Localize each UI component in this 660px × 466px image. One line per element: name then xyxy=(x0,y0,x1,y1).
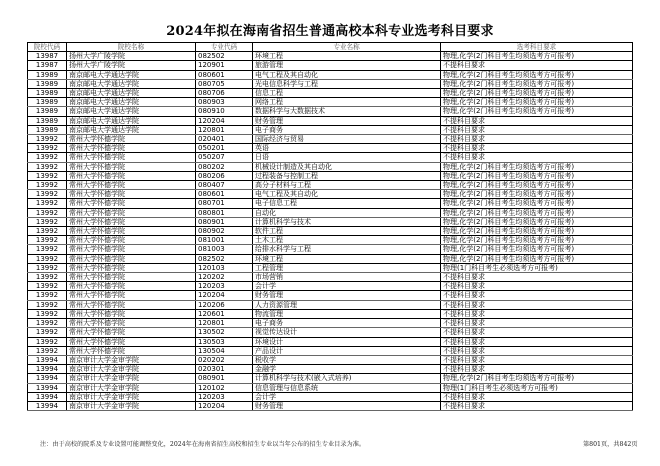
major-code-cell: 082502 xyxy=(196,52,253,61)
subject-requirement-cell: 不提科目要求 xyxy=(441,401,633,410)
table-header-row xyxy=(28,43,633,52)
school-code-cell: 13989 xyxy=(28,98,67,107)
table-row xyxy=(28,98,633,107)
school-name-cell: 南京邮电大学通达学院 xyxy=(67,79,196,88)
subject-requirement-cell: 物理,化学(2门科目考生均须选考方可报考) xyxy=(441,190,633,199)
major-code-cell: 120102 xyxy=(196,383,253,392)
table-row xyxy=(28,300,633,309)
subject-requirement-cell: 物理,化学(2门科目考生均须选考方可报考) xyxy=(441,181,633,190)
major-name-cell: 高分子材料与工程 xyxy=(253,181,441,190)
school-name-cell: 常州大学怀德学院 xyxy=(67,208,196,217)
table-row xyxy=(28,236,633,245)
school-code-cell: 13989 xyxy=(28,125,67,134)
school-code-cell: 13989 xyxy=(28,70,67,79)
table-row xyxy=(28,116,633,125)
school-name-cell: 常州大学怀德学院 xyxy=(67,273,196,282)
major-name-cell: 财务管理 xyxy=(253,291,441,300)
table-row xyxy=(28,217,633,226)
school-code-cell: 13989 xyxy=(28,116,67,125)
major-name-cell: 物流管理 xyxy=(253,309,441,318)
school-code-cell: 13992 xyxy=(28,135,67,144)
major-code-cell: 020401 xyxy=(196,135,253,144)
school-name-cell: 南京审计大学金审学院 xyxy=(67,365,196,374)
table-row xyxy=(28,374,633,383)
school-code-cell: 13992 xyxy=(28,153,67,162)
major-name-cell: 自动化 xyxy=(253,208,441,217)
subject-requirement-cell: 物理,化学(2门科目考生均须选考方可报考) xyxy=(441,217,633,226)
table-row xyxy=(28,401,633,410)
major-code-cell: 080910 xyxy=(196,107,253,116)
subject-requirement-cell: 物理,化学(2门科目考生均须选考方可报考) xyxy=(441,199,633,208)
table-row xyxy=(28,282,633,291)
school-code-cell: 13992 xyxy=(28,337,67,346)
major-code-cell: 080407 xyxy=(196,181,253,190)
table-row xyxy=(28,383,633,392)
major-code-cell: 120801 xyxy=(196,319,253,328)
table-row xyxy=(28,107,633,116)
table-row xyxy=(28,263,633,272)
major-name-cell: 信息管理与信息系统 xyxy=(253,383,441,392)
school-name-cell: 常州大学怀德学院 xyxy=(67,171,196,180)
major-code-cell: 120202 xyxy=(196,273,253,282)
table-row xyxy=(28,61,633,70)
school-code-cell: 13992 xyxy=(28,162,67,171)
major-code-cell: 120103 xyxy=(196,263,253,272)
school-name-cell: 南京审计大学金审学院 xyxy=(67,374,196,383)
major-name-cell: 视觉传达设计 xyxy=(253,328,441,337)
school-name-cell: 南京邮电大学通达学院 xyxy=(67,116,196,125)
school-name-cell: 南京邮电大学通达学院 xyxy=(67,70,196,79)
subject-requirement-cell: 不提科目要求 xyxy=(441,291,633,300)
school-name-cell: 常州大学怀德学院 xyxy=(67,328,196,337)
table-row xyxy=(28,291,633,300)
major-name-cell: 会计学 xyxy=(253,392,441,401)
major-name-cell: 给排水科学与工程 xyxy=(253,245,441,254)
major-name-cell: 电子商务 xyxy=(253,319,441,328)
school-name-cell: 南京审计大学金审学院 xyxy=(67,355,196,364)
major-name-cell: 旅游管理 xyxy=(253,61,441,70)
major-name-cell: 环境工程 xyxy=(253,254,441,263)
subject-requirement-cell: 物理(1门科目考生必须选考方可报考) xyxy=(441,263,633,272)
major-code-cell: 082502 xyxy=(196,254,253,263)
table-row xyxy=(28,162,633,171)
school-code-cell: 13994 xyxy=(28,365,67,374)
subject-requirement-cell: 不提科目要求 xyxy=(441,346,633,355)
major-name-cell: 产品设计 xyxy=(253,346,441,355)
school-code-cell: 13994 xyxy=(28,392,67,401)
table-row xyxy=(28,245,633,254)
table-row xyxy=(28,171,633,180)
major-name-cell: 网络工程 xyxy=(253,98,441,107)
school-code-cell: 13992 xyxy=(28,245,67,254)
major-name-cell: 财务管理 xyxy=(253,401,441,410)
school-code-cell: 13992 xyxy=(28,227,67,236)
major-code-cell: 080901 xyxy=(196,374,253,383)
subject-requirement-cell: 物理,化学(2门科目考生均须选考方可报考) xyxy=(441,52,633,61)
school-code-cell: 13992 xyxy=(28,309,67,318)
subject-requirement-cell: 物理,化学(2门科目考生均须选考方可报考) xyxy=(441,208,633,217)
school-name-cell: 南京邮电大学通达学院 xyxy=(67,107,196,116)
major-name-cell: 土木工程 xyxy=(253,236,441,245)
subject-requirement-cell: 物理,化学(2门科目考生均须选考方可报考) xyxy=(441,89,633,98)
school-code-cell: 13992 xyxy=(28,346,67,355)
header-major-code: 专业代码 xyxy=(196,43,253,52)
major-code-cell: 120204 xyxy=(196,116,253,125)
subject-requirement-cell: 物理,化学(2门科目考生均须选考方可报考) xyxy=(441,254,633,263)
major-code-cell: 050207 xyxy=(196,153,253,162)
major-code-cell: 130504 xyxy=(196,346,253,355)
school-code-cell: 13992 xyxy=(28,291,67,300)
major-name-cell: 工程管理 xyxy=(253,263,441,272)
major-code-cell: 130502 xyxy=(196,328,253,337)
school-code-cell: 13992 xyxy=(28,190,67,199)
major-code-cell: 081001 xyxy=(196,236,253,245)
school-code-cell: 13992 xyxy=(28,181,67,190)
subject-requirement-cell: 不提科目要求 xyxy=(441,153,633,162)
school-name-cell: 常州大学怀德学院 xyxy=(67,190,196,199)
subject-requirement-cell: 物理,化学(2门科目考生均须选考方可报考) xyxy=(441,236,633,245)
table-row xyxy=(28,190,633,199)
school-name-cell: 常州大学怀德学院 xyxy=(67,282,196,291)
major-code-cell: 080601 xyxy=(196,190,253,199)
table-row xyxy=(28,392,633,401)
school-code-cell: 13992 xyxy=(28,199,67,208)
major-name-cell: 计算机科学与技术 xyxy=(253,217,441,226)
major-code-cell: 081003 xyxy=(196,245,253,254)
table-row xyxy=(28,153,633,162)
major-name-cell: 会计学 xyxy=(253,282,441,291)
subject-requirement-cell: 不提科目要求 xyxy=(441,328,633,337)
major-code-cell: 080801 xyxy=(196,208,253,217)
table-row xyxy=(28,144,633,153)
major-name-cell: 电子信息工程 xyxy=(253,199,441,208)
subject-requirement-cell: 物理,化学(2门科目考生均须选考方可报考) xyxy=(441,171,633,180)
subject-requirement-cell: 不提科目要求 xyxy=(441,319,633,328)
major-code-cell: 080202 xyxy=(196,162,253,171)
major-code-cell: 080705 xyxy=(196,79,253,88)
table-row xyxy=(28,52,633,61)
subject-requirement-cell: 不提科目要求 xyxy=(441,144,633,153)
major-name-cell: 财务管理 xyxy=(253,116,441,125)
major-code-cell: 120206 xyxy=(196,300,253,309)
school-name-cell: 常州大学怀德学院 xyxy=(67,217,196,226)
school-name-cell: 常州大学怀德学院 xyxy=(67,135,196,144)
table-row xyxy=(28,273,633,282)
school-name-cell: 常州大学怀德学院 xyxy=(67,227,196,236)
major-name-cell: 市场营销 xyxy=(253,273,441,282)
school-code-cell: 13992 xyxy=(28,300,67,309)
subject-requirement-cell: 物理,化学(2门科目考生均须选考方可报考) xyxy=(441,162,633,171)
school-code-cell: 13992 xyxy=(28,254,67,263)
header-school-name: 院校名称 xyxy=(67,43,196,52)
major-name-cell: 信息工程 xyxy=(253,89,441,98)
subject-requirement-cell: 物理,化学(2门科目考生均须选考方可报考) xyxy=(441,98,633,107)
major-code-cell: 020202 xyxy=(196,355,253,364)
school-name-cell: 南京审计大学金审学院 xyxy=(67,392,196,401)
page-title: 2024年拟在海南省招生普通高校本科专业选考科目要求 xyxy=(166,24,494,39)
school-name-cell: 南京邮电大学通达学院 xyxy=(67,98,196,107)
school-name-cell: 常州大学怀德学院 xyxy=(67,346,196,355)
major-name-cell: 数据科学与大数据技术 xyxy=(253,107,441,116)
header-school-code: 院校代码 xyxy=(28,43,67,52)
school-name-cell: 常州大学怀德学院 xyxy=(67,199,196,208)
footer-note: 注：由于高校的院系及专业设置可能调整变化，2024年在海南省招生高校和招生专业以当年公布的招生专业目录为准。 xyxy=(40,441,366,448)
school-name-cell: 常州大学怀德学院 xyxy=(67,319,196,328)
subject-requirement-cell: 物理,化学(2门科目考生均须选考方可报考) xyxy=(441,79,633,88)
subject-requirement-cell: 不提科目要求 xyxy=(441,300,633,309)
major-code-cell: 050201 xyxy=(196,144,253,153)
school-code-cell: 13992 xyxy=(28,236,67,245)
subject-requirement-cell: 不提科目要求 xyxy=(441,355,633,364)
school-name-cell: 常州大学怀德学院 xyxy=(67,254,196,263)
major-code-cell: 020301 xyxy=(196,365,253,374)
table-row xyxy=(28,125,633,134)
major-name-cell: 电气工程及其自动化 xyxy=(253,190,441,199)
school-code-cell: 13989 xyxy=(28,89,67,98)
table-row xyxy=(28,181,633,190)
major-name-cell: 电气工程及其自动化 xyxy=(253,70,441,79)
major-code-cell: 080903 xyxy=(196,98,253,107)
major-code-cell: 120203 xyxy=(196,392,253,401)
subject-requirement-cell: 不提科目要求 xyxy=(441,309,633,318)
school-name-cell: 常州大学怀德学院 xyxy=(67,291,196,300)
school-code-cell: 13992 xyxy=(28,217,67,226)
school-name-cell: 常州大学怀德学院 xyxy=(67,236,196,245)
major-code-cell: 080206 xyxy=(196,171,253,180)
major-name-cell: 国际经济与贸易 xyxy=(253,135,441,144)
major-code-cell: 120204 xyxy=(196,291,253,300)
table-row xyxy=(28,227,633,236)
school-name-cell: 常州大学怀德学院 xyxy=(67,181,196,190)
major-name-cell: 环境设计 xyxy=(253,337,441,346)
major-code-cell: 120203 xyxy=(196,282,253,291)
major-code-cell: 080701 xyxy=(196,199,253,208)
table-row xyxy=(28,309,633,318)
subject-requirement-cell: 不提科目要求 xyxy=(441,282,633,291)
school-code-cell: 13992 xyxy=(28,273,67,282)
major-code-cell: 120801 xyxy=(196,125,253,134)
school-name-cell: 常州大学怀德学院 xyxy=(67,337,196,346)
major-name-cell: 过程装备与控制工程 xyxy=(253,171,441,180)
table-row xyxy=(28,254,633,263)
school-code-cell: 13994 xyxy=(28,383,67,392)
school-code-cell: 13994 xyxy=(28,355,67,364)
school-name-cell: 常州大学怀德学院 xyxy=(67,153,196,162)
school-name-cell: 常州大学怀德学院 xyxy=(67,144,196,153)
school-name-cell: 扬州大学广陵学院 xyxy=(67,52,196,61)
school-name-cell: 南京邮电大学通达学院 xyxy=(67,125,196,134)
subject-requirement-cell: 不提科目要求 xyxy=(441,116,633,125)
major-code-cell: 120204 xyxy=(196,401,253,410)
school-name-cell: 常州大学怀德学院 xyxy=(67,245,196,254)
major-name-cell: 环境工程 xyxy=(253,52,441,61)
table-row xyxy=(28,89,633,98)
major-code-cell: 080902 xyxy=(196,227,253,236)
subject-requirement-cell: 物理,化学(2门科目考生均须选考方可报考) xyxy=(441,245,633,254)
major-code-cell: 080901 xyxy=(196,217,253,226)
school-code-cell: 13992 xyxy=(28,208,67,217)
table-row xyxy=(28,346,633,355)
school-name-cell: 南京审计大学金审学院 xyxy=(67,401,196,410)
major-code-cell: 120901 xyxy=(196,61,253,70)
school-code-cell: 13992 xyxy=(28,171,67,180)
school-code-cell: 13992 xyxy=(28,144,67,153)
major-name-cell: 税收学 xyxy=(253,355,441,364)
major-name-cell: 软件工程 xyxy=(253,227,441,236)
subject-requirement-cell: 不提科目要求 xyxy=(441,273,633,282)
table-row xyxy=(28,328,633,337)
table-row xyxy=(28,79,633,88)
school-name-cell: 南京审计大学金审学院 xyxy=(67,383,196,392)
school-code-cell: 13994 xyxy=(28,401,67,410)
school-code-cell: 13989 xyxy=(28,107,67,116)
school-name-cell: 南京邮电大学通达学院 xyxy=(67,89,196,98)
major-name-cell: 机械设计制造及其自动化 xyxy=(253,162,441,171)
table-row xyxy=(28,135,633,144)
major-name-cell: 英语 xyxy=(253,144,441,153)
major-name-cell: 人力资源管理 xyxy=(253,300,441,309)
major-name-cell: 光电信息科学与工程 xyxy=(253,79,441,88)
major-code-cell: 130503 xyxy=(196,337,253,346)
school-name-cell: 常州大学怀德学院 xyxy=(67,263,196,272)
school-code-cell: 13992 xyxy=(28,282,67,291)
major-name-cell: 日语 xyxy=(253,153,441,162)
school-code-cell: 13992 xyxy=(28,263,67,272)
table-row xyxy=(28,365,633,374)
table-row xyxy=(28,355,633,364)
subject-requirement-cell: 不提科目要求 xyxy=(441,61,633,70)
table-row xyxy=(28,208,633,217)
subject-requirement-cell: 物理(1门科目考生必须选考方可报考) xyxy=(441,383,633,392)
page-number: 第801页，共842页 xyxy=(583,441,638,448)
school-code-cell: 13987 xyxy=(28,52,67,61)
subject-requirement-cell: 不提科目要求 xyxy=(441,337,633,346)
table-row xyxy=(28,337,633,346)
table-row xyxy=(28,199,633,208)
major-code-cell: 120601 xyxy=(196,309,253,318)
major-code-cell: 080601 xyxy=(196,70,253,79)
header-subject-requirement: 选考科目要求 xyxy=(441,43,633,52)
school-name-cell: 常州大学怀德学院 xyxy=(67,309,196,318)
school-code-cell: 13989 xyxy=(28,79,67,88)
requirements-table xyxy=(27,42,633,411)
header-major-name: 专业名称 xyxy=(253,43,441,52)
school-name-cell: 常州大学怀德学院 xyxy=(67,162,196,171)
school-name-cell: 扬州大学广陵学院 xyxy=(67,61,196,70)
subject-requirement-cell: 不提科目要求 xyxy=(441,135,633,144)
table-row xyxy=(28,319,633,328)
subject-requirement-cell: 物理,化学(2门科目考生均须选考方可报考) xyxy=(441,107,633,116)
subject-requirement-cell: 不提科目要求 xyxy=(441,125,633,134)
school-code-cell: 13987 xyxy=(28,61,67,70)
school-code-cell: 13992 xyxy=(28,328,67,337)
subject-requirement-cell: 不提科目要求 xyxy=(441,392,633,401)
table-row xyxy=(28,70,633,79)
subject-requirement-cell: 物理,化学(2门科目考生均须选考方可报考) xyxy=(441,70,633,79)
school-name-cell: 常州大学怀德学院 xyxy=(67,300,196,309)
subject-requirement-cell: 物理,化学(2门科目考生均须选考方可报考) xyxy=(441,374,633,383)
major-code-cell: 080706 xyxy=(196,89,253,98)
subject-requirement-cell: 不提科目要求 xyxy=(441,365,633,374)
major-name-cell: 金融学 xyxy=(253,365,441,374)
subject-requirement-cell: 物理,化学(2门科目考生均须选考方可报考) xyxy=(441,227,633,236)
major-name-cell: 计算机科学与技术(嵌入式培养) xyxy=(253,374,441,383)
school-code-cell: 13992 xyxy=(28,319,67,328)
major-name-cell: 电子商务 xyxy=(253,125,441,134)
school-code-cell: 13994 xyxy=(28,374,67,383)
